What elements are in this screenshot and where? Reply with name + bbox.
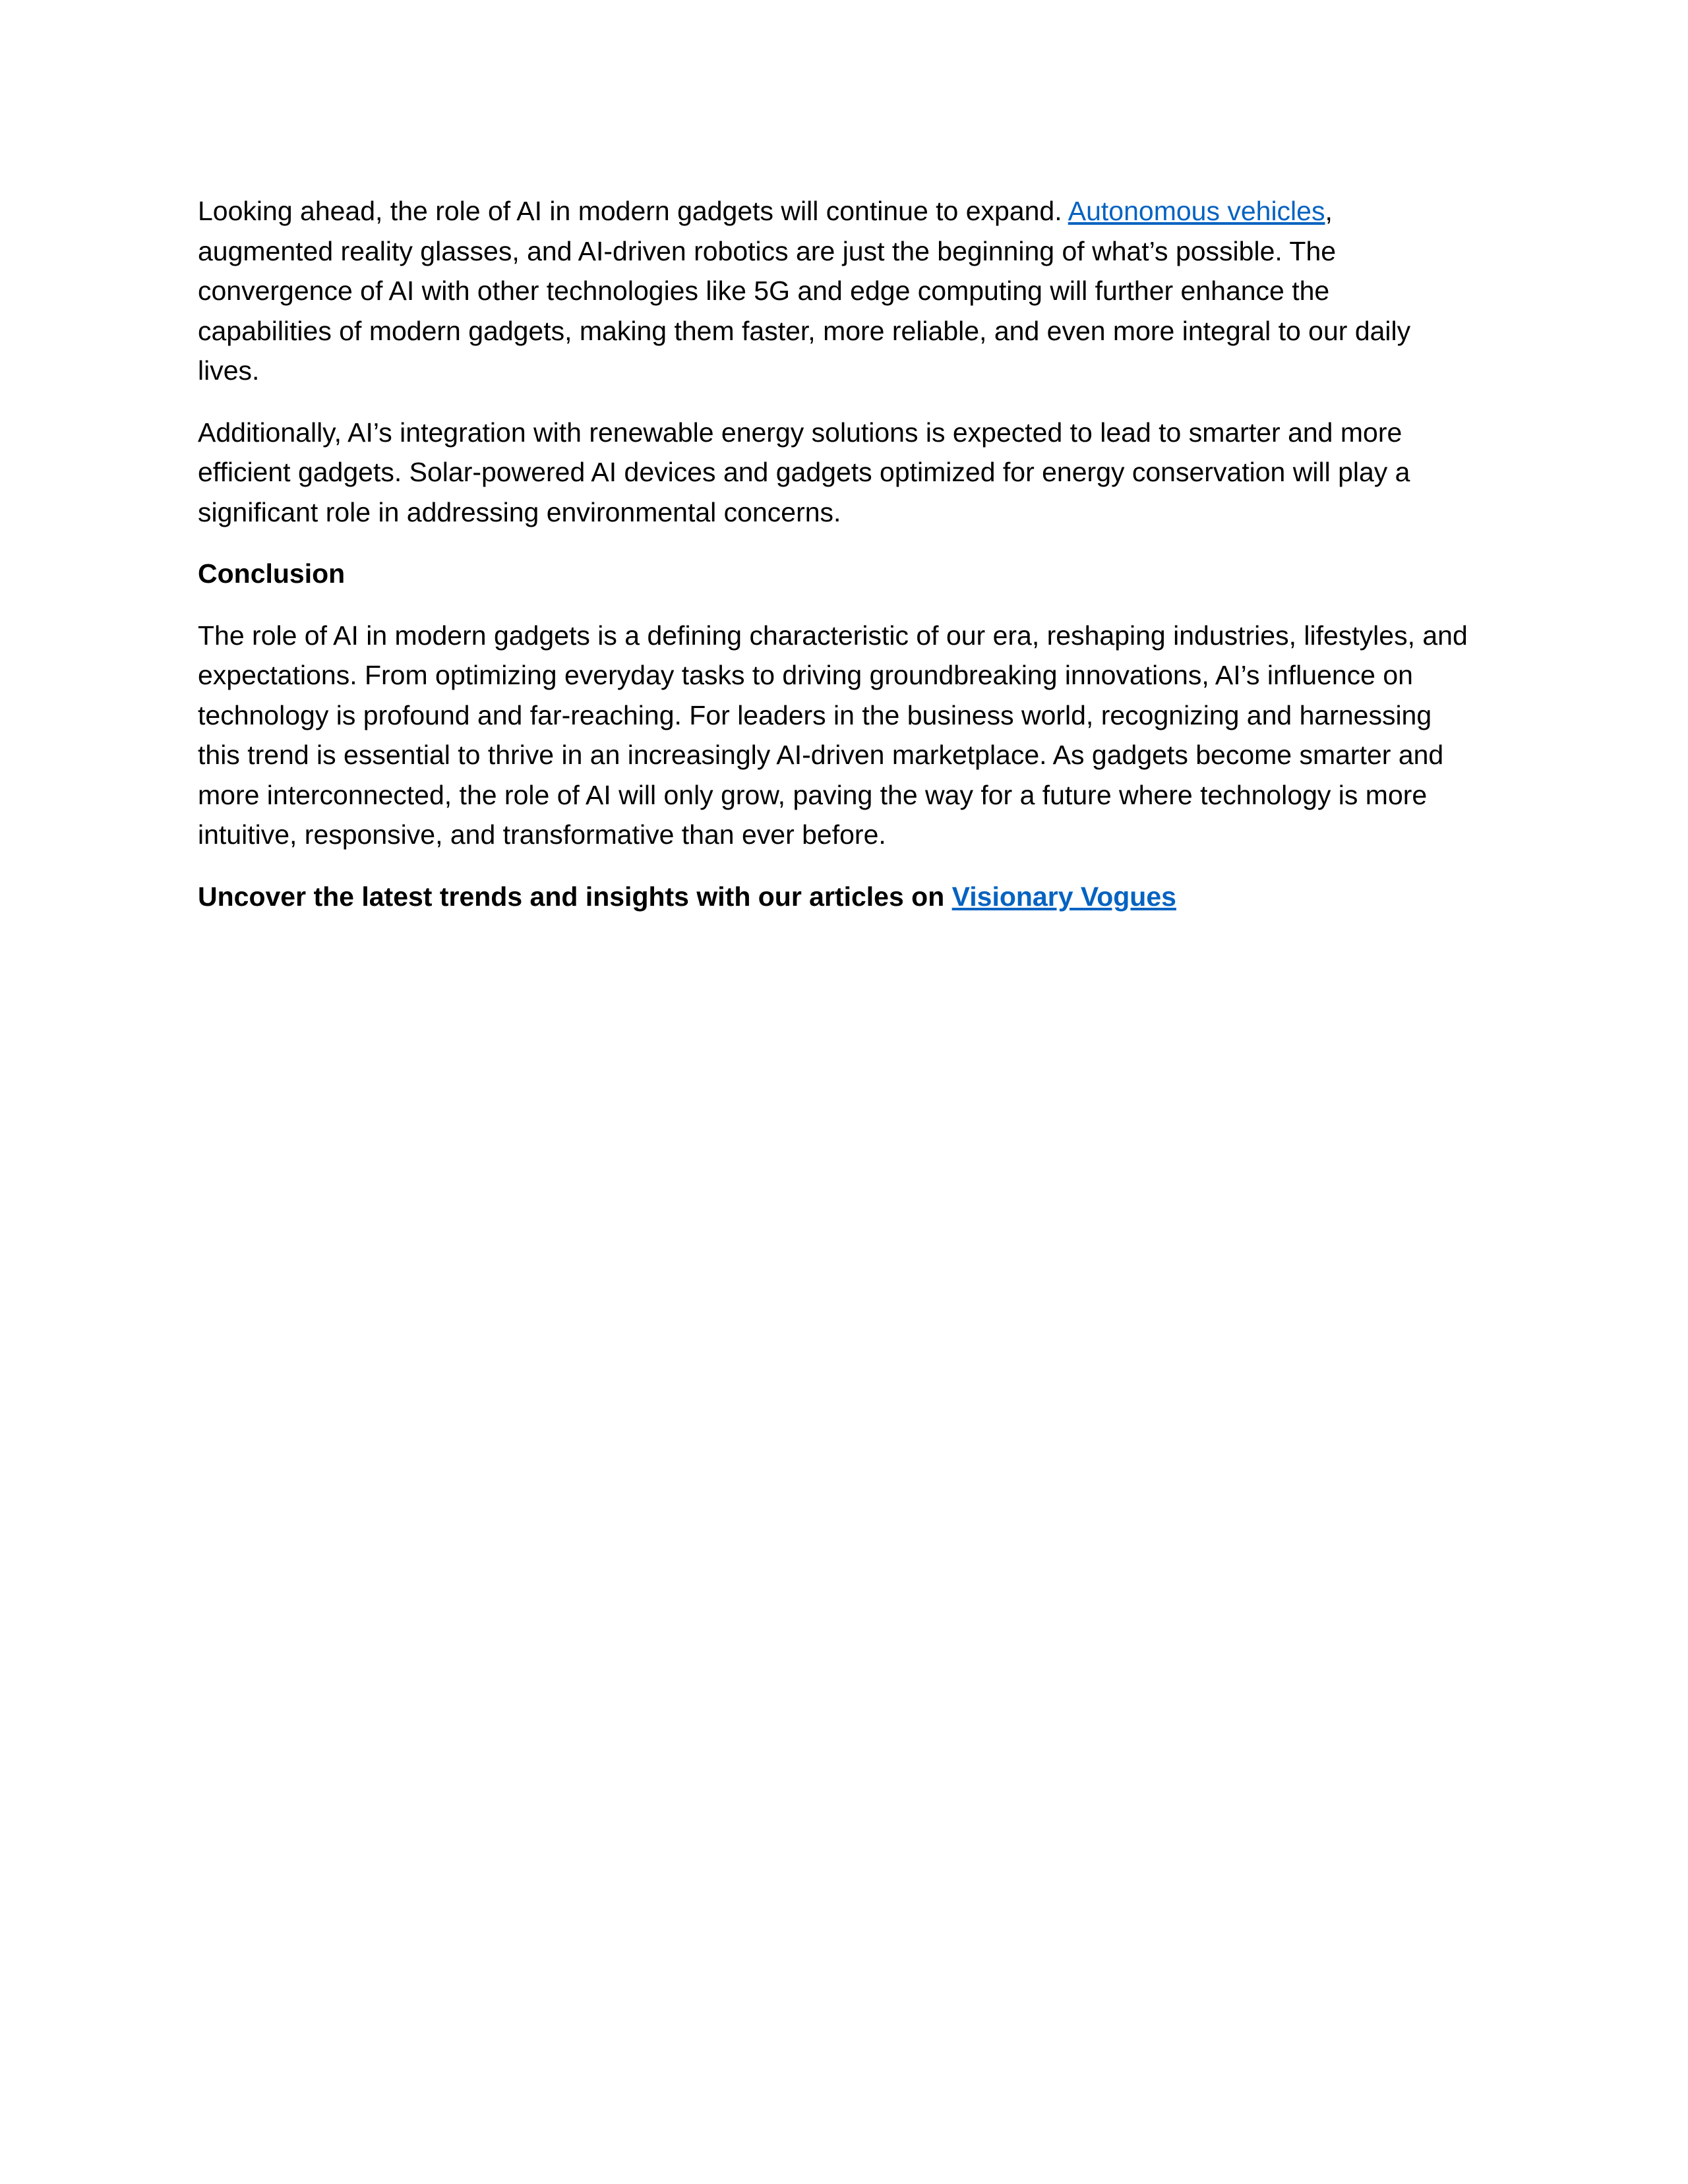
paragraph-text: , augmented reality glasses, and AI-driven robotics are just the beginning of what’s possible. The convergence of AI with other technologies like 5G and edge computing will further enhance the capabilities of modern gadgets, making them faster, more reliable, and even more integral to our daily lives.	[198, 196, 1411, 386]
autonomous-vehicles-link[interactable]: Autonomous vehicles	[1068, 196, 1325, 226]
closing-line	[198, 877, 1470, 917]
conclusion-heading: Conclusion	[198, 558, 346, 589]
document-page	[198, 191, 1470, 916]
paragraph-conclusion: The role of AI in modern gadgets is a defining characteristic of our era, reshaping industries, lifestyles, and expectations. From optimizing everyday tasks to driving groundbreaking innovations, AI’s influence on technology is profound and far-reaching. For leaders in the business world, recognizing and harnessing this trend is essential to thrive in an increasingly AI-driven marketplace. As gadgets become smarter and more interconnected, the role of AI will only grow, paving the way for a future where technology is more intuitive, responsive, and transformative than ever before.	[198, 620, 1468, 850]
paragraph-future-outlook	[198, 191, 1470, 391]
visionary-vogues-link[interactable]: Visionary Vogues	[951, 881, 1176, 912]
paragraph-renewable-energy: Additionally, AI’s integration with renewable energy solutions is expected to lead to smarter and more efficient gadgets. Solar-powered AI devices and gadgets optimized for energy conservation will play a significant role in addressing environmental concerns.	[198, 417, 1410, 527]
paragraph-text: Looking ahead, the role of AI in modern gadgets will continue to expand.	[198, 196, 1068, 226]
closing-text: Uncover the latest trends and insights with our articles on	[198, 881, 952, 912]
